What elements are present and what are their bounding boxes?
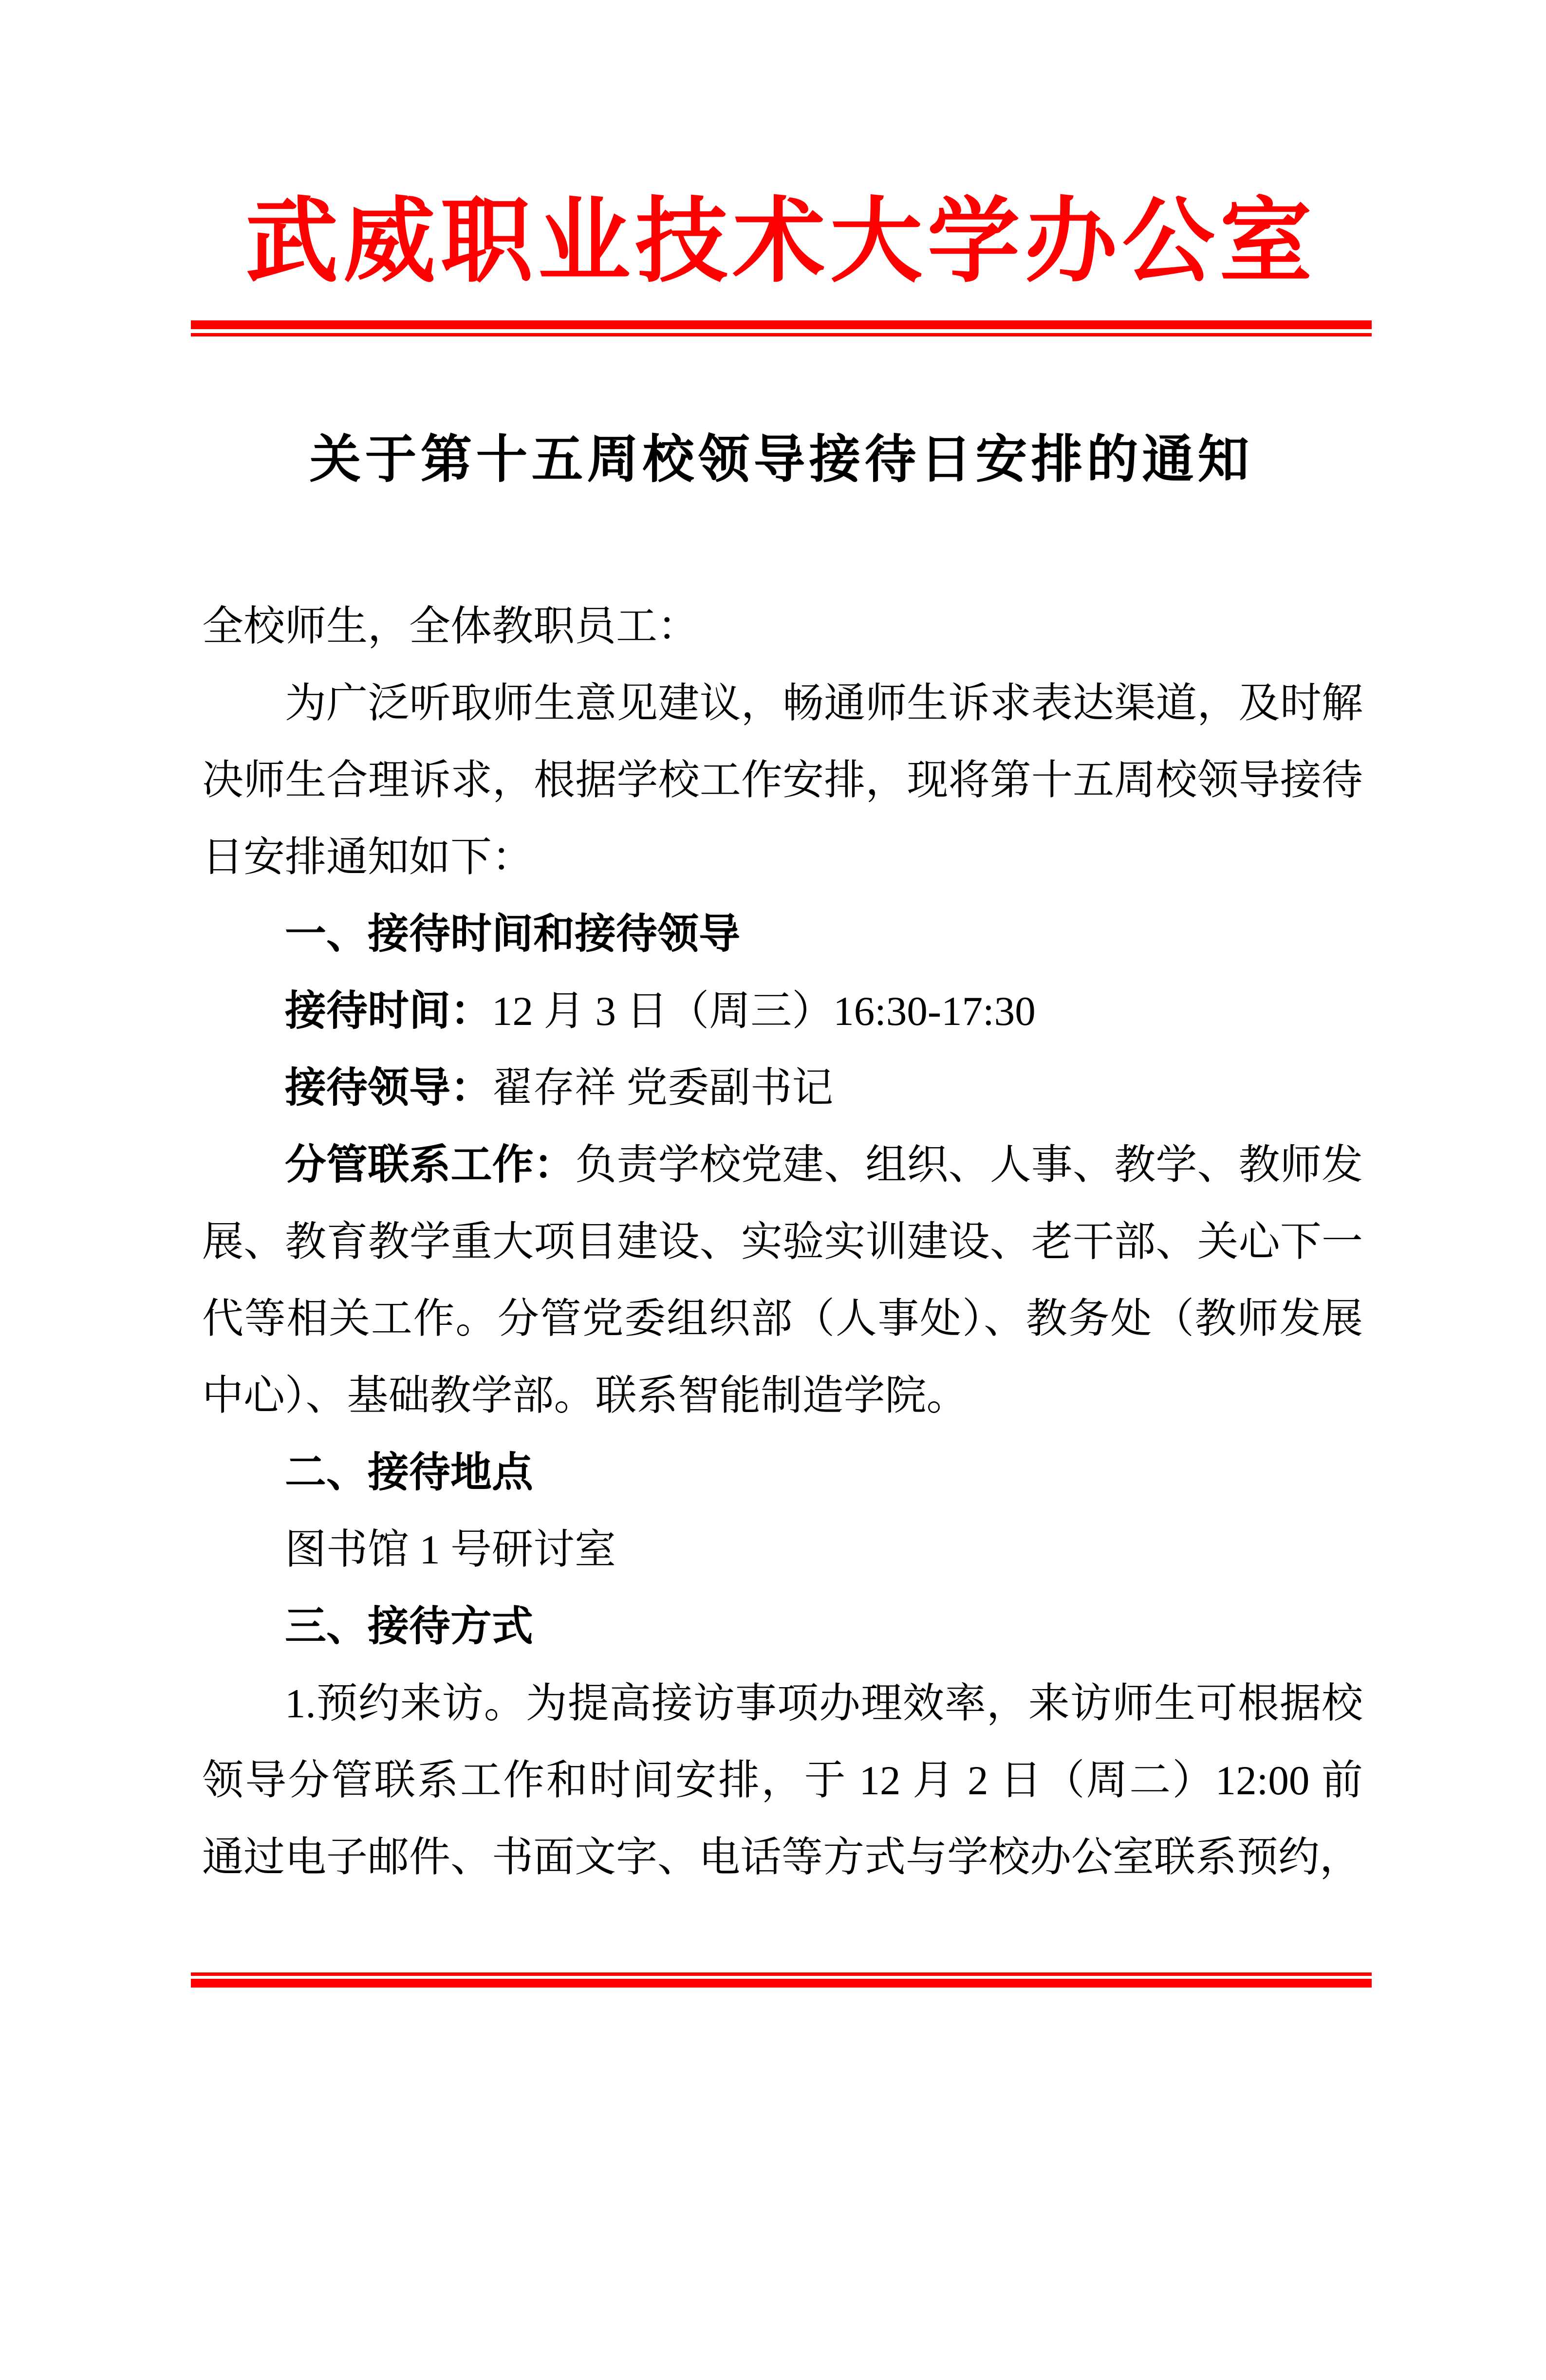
text-line-reception-leader — [202, 1050, 1363, 1127]
document-content — [191, 191, 1372, 1988]
text-line-location — [202, 1511, 1363, 1588]
letterhead-office-name: 武威职业技术大学办公室 — [245, 191, 1317, 294]
text-line — [202, 1819, 1363, 1896]
line-text: 为广泛听取师生意见建议，畅通师生诉求表达渠道，及时解 — [285, 681, 1363, 726]
text-line-salutation — [202, 588, 1363, 665]
header-separator-thick-rule — [191, 320, 1372, 329]
header-separator — [191, 320, 1372, 336]
line-label: 三、接待方式 — [285, 1603, 534, 1650]
header-separator-thin-rule — [191, 333, 1372, 336]
text-line-reception-time — [202, 973, 1363, 1050]
line-text: 决师生合理诉求，根据学校工作安排，现将第十五周校领导接待 — [202, 758, 1363, 803]
line-text: 全校师生，全体教职员工： — [202, 604, 699, 650]
line-text: 翟存祥 党委副书记 — [492, 1065, 834, 1111]
text-line-duties — [202, 1127, 1363, 1204]
line-text: 负责学校党建、组织、人事、教学、教师发 — [575, 1142, 1363, 1188]
line-text: 图书馆 1 号研讨室 — [285, 1527, 616, 1573]
header-separator-gap — [191, 329, 1372, 333]
text-line — [202, 1281, 1363, 1357]
line-text: 通过电子邮件、书面文字、电话等方式与学校办公室联系预约， — [202, 1835, 1361, 1880]
section-heading-2 — [202, 1434, 1363, 1511]
notice-title: 关于第十五周校领导接待日安排的通知 — [309, 431, 1253, 488]
notice-body — [202, 588, 1363, 1896]
line-text: 领导分管联系工作和时间安排，于 12 月 2 日（周二）12:00 前 — [202, 1758, 1363, 1804]
text-line — [202, 665, 1363, 742]
section-heading-1 — [202, 896, 1363, 973]
text-line — [202, 1665, 1363, 1742]
line-text: 日安排通知如下： — [202, 835, 534, 880]
line-text: 中心）、基础教学部。联系智能制造学院。 — [202, 1373, 968, 1419]
line-label: 一、接待时间和接待领导 — [285, 911, 741, 957]
text-line — [202, 819, 1363, 896]
footer-separator-thin-rule — [191, 1972, 1372, 1976]
line-label: 分管联系工作： — [285, 1142, 576, 1188]
text-line — [202, 1742, 1363, 1819]
line-text: 代等相关工作。分管党委组织部（人事处）、教务处（教师发展 — [202, 1296, 1363, 1342]
document-page — [0, 191, 1546, 2380]
footer-separator — [191, 1972, 1372, 1988]
text-line — [202, 1357, 1363, 1434]
line-text: 1.预约来访。为提高接访事项办理效率，来访师生可根据校 — [285, 1681, 1363, 1727]
section-heading-3 — [202, 1588, 1363, 1665]
footer-separator-thick-rule — [191, 1979, 1372, 1988]
line-text: 12 月 3 日（周三）16:30-17:30 — [492, 988, 1036, 1034]
line-label: 接待时间： — [285, 988, 492, 1034]
line-label: 接待领导： — [285, 1065, 492, 1111]
line-text: 展、教育教学重大项目建设、实验实训建设、老干部、关心下一 — [202, 1219, 1363, 1265]
text-line — [202, 742, 1363, 819]
text-line — [202, 1204, 1363, 1281]
line-label: 二、接待地点 — [285, 1450, 534, 1496]
